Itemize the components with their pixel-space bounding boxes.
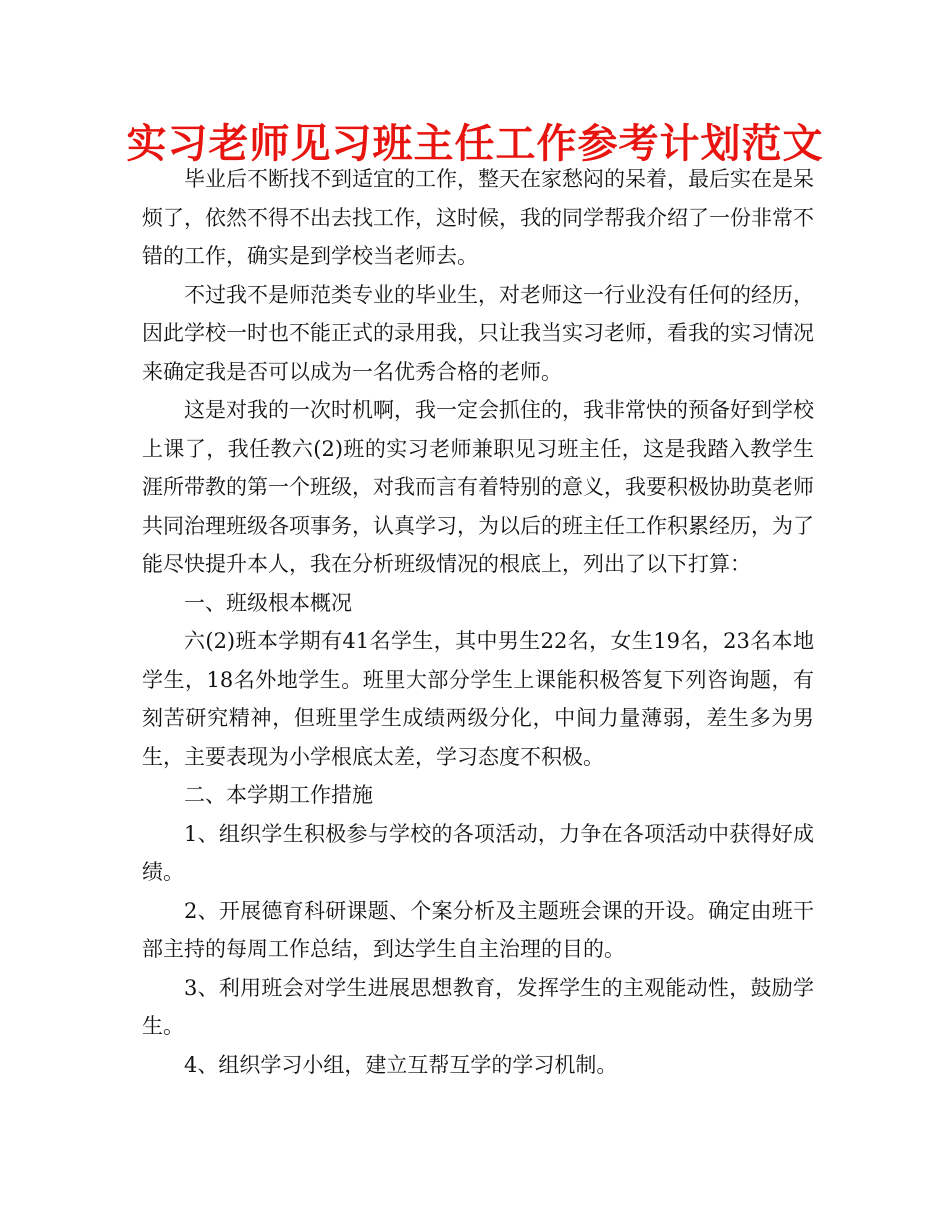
list-item-measure-1: 1、组织学生积极参与学校的各项活动，力争在各项活动中获得好成绩。: [142, 821, 814, 884]
document-body: [142, 160, 814, 1084]
paragraph-intro-2: 不过我不是师范类专业的毕业生，对老师这一行业没有任何的经历，因此学校一时也不能正式的录用我，只让我当实习老师，看我的实习情况来确定我是否可以成为一名优秀合格的老师。: [142, 282, 814, 384]
section-heading-work-measures: 二、本学期工作措施: [184, 783, 373, 807]
list-item-measure-4: 4、组织学习小组，建立互帮互学的学习机制。: [184, 1052, 618, 1077]
section-heading-class-overview: 一、班级根本概况: [184, 590, 352, 615]
paragraph-intro-3: 这是对我的一次时机啊，我一定会抓住的，我非常快的预备好到学校上课了，我任教六(2)班的实习老师兼职见习班主任，这是我踏入教学生涯所带教的第一个班级，对我而言有着特别的意义，我要积极协助莫老师共同治理班级各项事务，认真学习，为以后的班主任工作积累经历，为了能尽快提升本人，我在分析班级情况的根底上，列出了以下打算：: [142, 398, 814, 576]
document-title: 实习老师见习班主任工作参考计划范文: [126, 121, 824, 167]
paragraph-intro-1: 毕业后不断找不到适宜的工作，整天在家愁闷的呆着，最后实在是呆烦了，依然不得不出去找工作，这时候，我的同学帮我介绍了一份非常不错的工作，确实是到学校当老师去。: [142, 167, 814, 268]
paragraph-class-overview: 六(2)班本学期有41名学生，其中男生22名，女生19名，23名本地学生，18名外地学生。班里大部分学生上课能积极答复下列咨询题，有刻苦研究精神，但班里学生成绩两级分化，中间力量薄弱，差生多为男生，主要表现为小学根底太差，学习态度不积极。: [142, 629, 814, 769]
list-item-measure-3: 3、利用班会对学生进展思想教育，发挥学生的主观能动性，鼓励学生。: [142, 975, 814, 1038]
list-item-measure-2: 2、开展德育科研课题、个案分析及主题班会课的开设。确定由班干部主持的每周工作总结，到达学生自主治理的目的。: [142, 898, 814, 961]
